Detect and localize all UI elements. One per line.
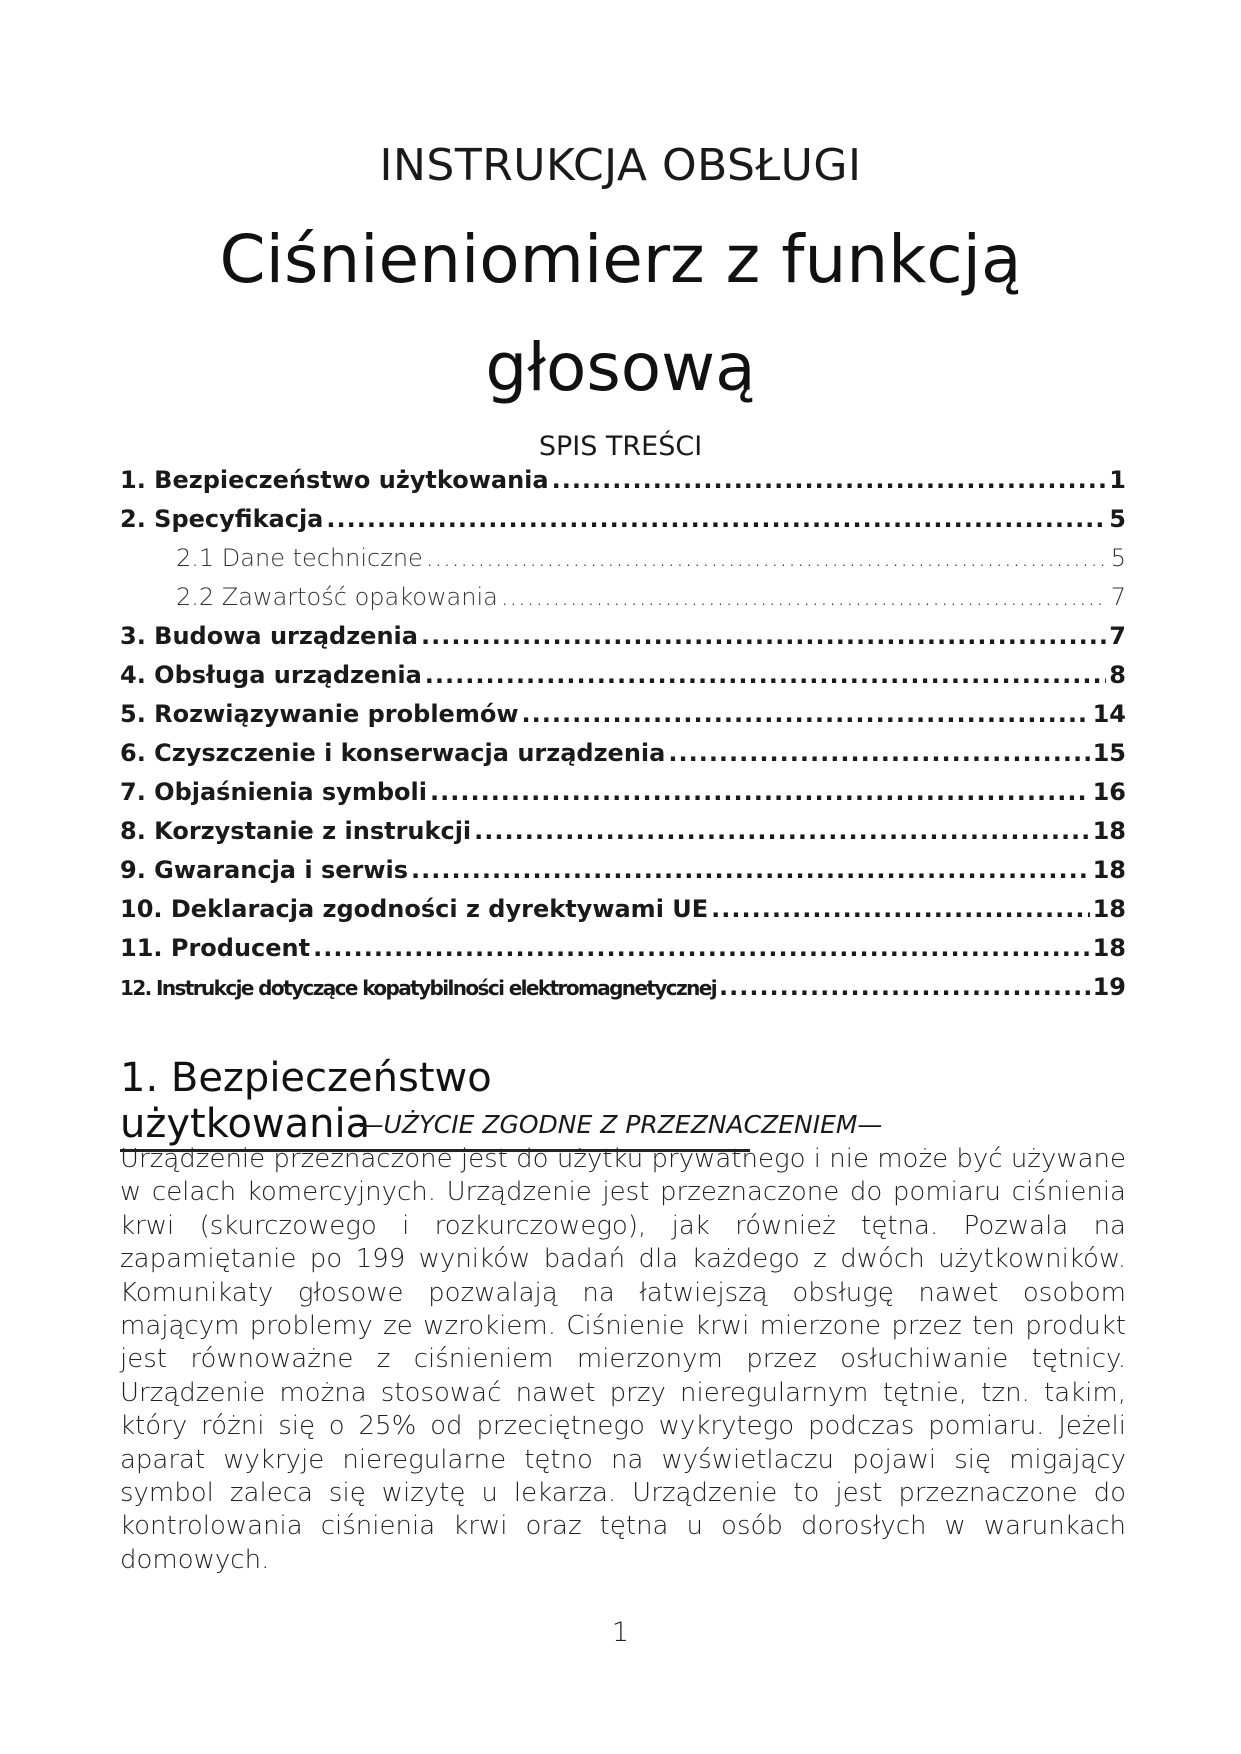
toc-item[interactable]	[120, 622, 1126, 661]
toc-item[interactable]	[120, 973, 1126, 1012]
toc-item-page: 7	[1109, 622, 1126, 650]
section-subtitle: —UŻYCIE ZGODNE Z PRZEZNACZENIEM—	[358, 1110, 883, 1139]
toc-dot-leader	[552, 466, 1107, 494]
toc-item-page: 1	[1109, 466, 1126, 494]
toc-item-page: 18	[1092, 817, 1126, 845]
toc-dot-leader	[474, 817, 1089, 845]
toc-dot-leader	[668, 739, 1089, 767]
toc-heading: SPIS TREŚCI	[538, 431, 703, 462]
toc-dot-leader	[521, 700, 1089, 728]
toc-item-label: 9. Gwarancja i serwis	[120, 856, 409, 884]
toc-dot-leader	[719, 973, 1090, 1001]
toc-item-page: 18	[1092, 895, 1126, 923]
toc-item-page: 5	[1109, 505, 1126, 533]
toc-item-label: 2.1 Dane techniczne	[176, 544, 423, 572]
toc-item-page: 18	[1092, 934, 1126, 962]
toc-subitem[interactable]	[120, 544, 1126, 583]
toc-item-page: 14	[1092, 700, 1126, 728]
toc-dot-leader	[411, 856, 1090, 884]
toc-dot-leader	[711, 895, 1089, 923]
toc-dot-leader	[425, 661, 1107, 689]
toc-item-label: 12. Instrukcje dotyczące kopatybilności elektromagnetycznej	[120, 976, 716, 1000]
toc-item-label: 2.2 Zawartość opakowania	[176, 583, 498, 611]
toc-dot-leader	[326, 505, 1106, 533]
document-label: INSTRUKCJA OBSŁUGI	[379, 140, 862, 191]
toc-item[interactable]	[120, 778, 1126, 817]
toc-item-label: 11. Producent	[120, 934, 311, 962]
toc-item[interactable]	[120, 700, 1126, 739]
toc-item[interactable]	[120, 895, 1126, 934]
toc-item[interactable]	[120, 817, 1126, 856]
toc-item-page: 18	[1092, 856, 1126, 884]
toc-item-page: 15	[1092, 739, 1126, 767]
toc-item-label: 7. Objaśnienia symboli	[120, 778, 427, 806]
toc-item[interactable]	[120, 856, 1126, 895]
section-heading: 1. Bezpieczeństwo użytkowania	[120, 1055, 750, 1152]
toc-item-label: 2. Specyfikacja	[120, 505, 324, 533]
toc-dot-leader	[501, 583, 1108, 611]
toc-item-label: 1. Bezpieczeństwo użytkowania	[120, 466, 549, 494]
section-body-text: Urządzenie przeznaczone jest do użytku prywatnego i nie może być używane w celach komercyjnych. Urządzenie jest przeznaczone do pomiaru ciśnienia krwi (skurczowego i rozkurczowego), jak również tętna. Pozwala na zapamiętanie po 199 wyników badań dla każdego z dwóch użytkowników. Komunikaty głosowe pozwalają na łatwiejszą obsługę nawet osobom mającym problemy ze wzrokiem. Ciśnienie krwi mierzone przez ten produkt jest równoważne z ciśnieniem mierzonym przez osłuchiwanie tętnicy. Urządzenie można stosować nawet przy nieregularnym tętnie, tzn. takim, który różni się o 25% od przeciętnego wykrytego podczas pomiaru. Jeżeli aparat wykryje nieregularne tętno na wyświetlaczu pojawi się migający symbol zaleca się wizytę u lekarza. Urządzenie to jest przeznaczone do kontrolowania ciśnienia krwi oraz tętna u osób dorosłych w warunkach domowych.	[120, 1144, 1126, 1575]
toc-item-page: 8	[1109, 661, 1126, 689]
document-title: Ciśnieniomierz z funkcją głosową	[219, 221, 1022, 406]
toc-item-label: 8. Korzystanie z instrukcji	[120, 817, 472, 845]
toc-dot-leader	[421, 622, 1106, 650]
toc-subitem[interactable]	[120, 583, 1126, 622]
toc-item[interactable]	[120, 934, 1126, 973]
toc-item-page: 5	[1110, 544, 1126, 572]
toc-item-label: 3. Budowa urządzenia	[120, 622, 418, 650]
toc-item-label: 4. Obsługa urządzenia	[120, 661, 422, 689]
toc-item[interactable]	[120, 505, 1126, 544]
table-of-contents	[120, 466, 1126, 1012]
toc-item[interactable]	[120, 466, 1126, 505]
toc-item-label: 6. Czyszczenie i konserwacja urządzenia	[120, 739, 666, 767]
toc-item-page: 7	[1110, 583, 1126, 611]
toc-dot-leader	[430, 778, 1090, 806]
toc-dot-leader	[426, 544, 1108, 572]
toc-item[interactable]	[120, 739, 1126, 778]
toc-dot-leader	[313, 934, 1089, 962]
toc-item-page: 19	[1092, 973, 1126, 1001]
toc-item-page: 16	[1092, 778, 1126, 806]
toc-item-label: 5. Rozwiązywanie problemów	[120, 700, 519, 728]
toc-item-label: 10. Deklaracja zgodności z dyrektywami UE	[120, 895, 709, 923]
page-number: 1	[611, 1617, 630, 1648]
toc-item[interactable]	[120, 661, 1126, 700]
